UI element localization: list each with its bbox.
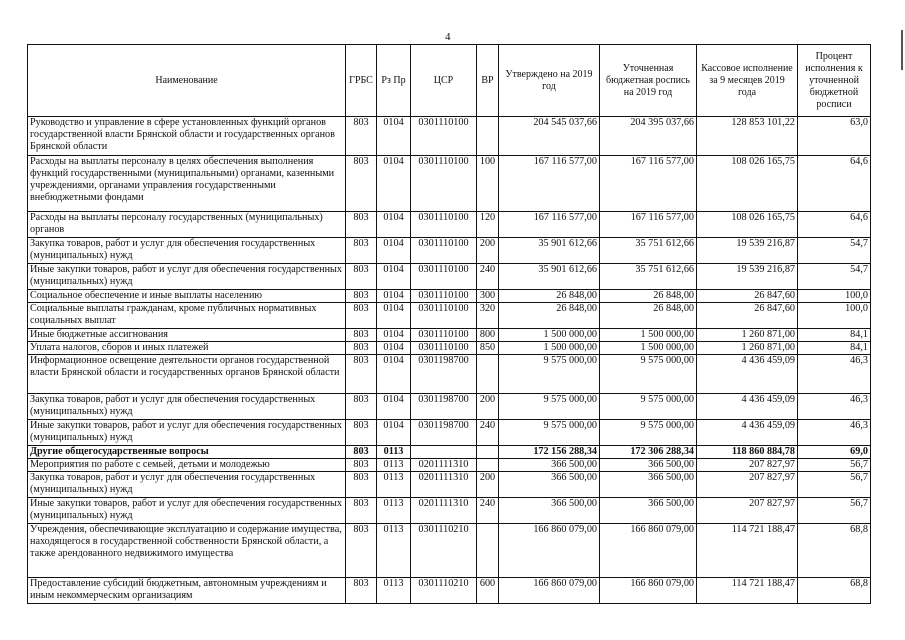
cell-csr: 0301198700 xyxy=(411,355,477,394)
cell-cash: 207 827,97 xyxy=(697,459,798,472)
cell-name: Учреждения, обеспечивающие эксплуатацию и содержание имущества, находящегося в государственной собственности Брянской области, а также арендованного недвижимого имущества xyxy=(28,524,346,578)
cell-approved: 366 500,00 xyxy=(499,498,600,524)
cell-cash: 128 853 101,22 xyxy=(697,117,798,156)
cell-name: Социальное обеспечение и иные выплаты населению xyxy=(28,290,346,303)
cell-name: Расходы на выплаты персоналу государственных (муниципальных) органов xyxy=(28,212,346,238)
cell-grbs: 803 xyxy=(346,420,377,446)
cell-cash: 26 847,60 xyxy=(697,303,798,329)
table-row xyxy=(28,156,871,212)
cell-rzpr: 0104 xyxy=(377,156,411,212)
table-row xyxy=(28,459,871,472)
cell-grbs: 803 xyxy=(346,472,377,498)
header-csr: ЦСР xyxy=(411,45,477,117)
cell-updated: 26 848,00 xyxy=(600,290,697,303)
table-row xyxy=(28,342,871,355)
cell-rzpr: 0104 xyxy=(377,117,411,156)
cell-approved: 1 500 000,00 xyxy=(499,329,600,342)
cell-csr: 0301198700 xyxy=(411,394,477,420)
cell-name: Иные бюджетные ассигнования xyxy=(28,329,346,342)
cell-approved: 9 575 000,00 xyxy=(499,394,600,420)
cell-csr: 0301110100 xyxy=(411,156,477,212)
cell-cash: 114 721 188,47 xyxy=(697,578,798,604)
cell-approved: 26 848,00 xyxy=(499,290,600,303)
cell-csr: 0301110210 xyxy=(411,524,477,578)
cell-percent: 54,7 xyxy=(798,264,871,290)
cell-vr xyxy=(477,446,499,459)
cell-percent: 46,3 xyxy=(798,355,871,394)
cell-name: Закупка товаров, работ и услуг для обеспечения государственных (муниципальных) нужд xyxy=(28,394,346,420)
cell-percent: 84,1 xyxy=(798,342,871,355)
cell-name: Руководство и управление в сфере установленных функций органов государственной власти Брянской области и государственных органов Брянской области xyxy=(28,117,346,156)
cell-vr: 240 xyxy=(477,264,499,290)
table-row xyxy=(28,524,871,578)
cell-rzpr: 0113 xyxy=(377,524,411,578)
cell-rzpr: 0104 xyxy=(377,342,411,355)
cell-approved: 35 901 612,66 xyxy=(499,238,600,264)
cell-name: Уплата налогов, сборов и иных платежей xyxy=(28,342,346,355)
header-row xyxy=(28,45,871,117)
cell-cash: 4 436 459,09 xyxy=(697,394,798,420)
cell-approved: 167 116 577,00 xyxy=(499,156,600,212)
cell-vr: 100 xyxy=(477,156,499,212)
table-row xyxy=(28,498,871,524)
cell-cash: 207 827,97 xyxy=(697,472,798,498)
cell-vr xyxy=(477,355,499,394)
cell-name: Иные закупки товаров, работ и услуг для обеспечения государственных (муниципальных) нужд xyxy=(28,264,346,290)
cell-name: Расходы на выплаты персоналу в целях обеспечения выполнения функций государственными (муниципальными) органами, казенными учреждениями, органами управления государственными внебюджетными фондами xyxy=(28,156,346,212)
cell-approved: 1 500 000,00 xyxy=(499,342,600,355)
cell-approved: 166 860 079,00 xyxy=(499,578,600,604)
cell-vr: 200 xyxy=(477,472,499,498)
cell-percent: 64,6 xyxy=(798,156,871,212)
cell-csr: 0301198700 xyxy=(411,420,477,446)
cell-grbs: 803 xyxy=(346,238,377,264)
cell-updated: 1 500 000,00 xyxy=(600,342,697,355)
cell-csr: 0301110100 xyxy=(411,212,477,238)
cell-vr: 240 xyxy=(477,498,499,524)
cell-name: Другие общегосударственные вопросы xyxy=(28,446,346,459)
cell-name: Мероприятия по работе с семьей, детьми и молодежью xyxy=(28,459,346,472)
cell-percent: 68,8 xyxy=(798,578,871,604)
cell-percent: 69,0 xyxy=(798,446,871,459)
cell-updated: 167 116 577,00 xyxy=(600,212,697,238)
table-row xyxy=(28,420,871,446)
cell-rzpr: 0104 xyxy=(377,238,411,264)
cell-csr xyxy=(411,446,477,459)
cell-percent: 63,0 xyxy=(798,117,871,156)
cell-approved: 204 545 037,66 xyxy=(499,117,600,156)
cell-updated: 366 500,00 xyxy=(600,498,697,524)
table-row xyxy=(28,264,871,290)
cell-updated: 366 500,00 xyxy=(600,472,697,498)
cell-grbs: 803 xyxy=(346,355,377,394)
cell-cash: 19 539 216,87 xyxy=(697,264,798,290)
cell-cash: 108 026 165,75 xyxy=(697,212,798,238)
cell-csr: 0301110100 xyxy=(411,342,477,355)
cell-rzpr: 0104 xyxy=(377,355,411,394)
table-row xyxy=(28,472,871,498)
cell-grbs: 803 xyxy=(346,459,377,472)
header-cash: Кассовое исполнение за 9 месяцев 2019 года xyxy=(697,45,798,117)
cell-vr: 600 xyxy=(477,578,499,604)
header-approved: Утверждено на 2019 год xyxy=(499,45,600,117)
cell-cash: 207 827,97 xyxy=(697,498,798,524)
header-percent: Процент исполнения к уточненной бюджетной росписи xyxy=(798,45,871,117)
cell-updated: 35 751 612,66 xyxy=(600,264,697,290)
cell-approved: 26 848,00 xyxy=(499,303,600,329)
cell-approved: 166 860 079,00 xyxy=(499,524,600,578)
header-vr: ВР xyxy=(477,45,499,117)
cell-rzpr: 0104 xyxy=(377,303,411,329)
cell-updated: 26 848,00 xyxy=(600,303,697,329)
table-row xyxy=(28,446,871,459)
table-row xyxy=(28,303,871,329)
cell-approved: 9 575 000,00 xyxy=(499,420,600,446)
cell-csr: 0301110100 xyxy=(411,264,477,290)
cell-csr: 0301110210 xyxy=(411,578,477,604)
cell-cash: 1 260 871,00 xyxy=(697,329,798,342)
table-body xyxy=(28,117,871,604)
cell-name: Иные закупки товаров, работ и услуг для обеспечения государственных (муниципальных) нужд xyxy=(28,420,346,446)
cell-updated: 366 500,00 xyxy=(600,459,697,472)
cell-vr: 320 xyxy=(477,303,499,329)
page-number: 4 xyxy=(445,31,451,43)
cell-percent: 100,0 xyxy=(798,290,871,303)
cell-rzpr: 0113 xyxy=(377,446,411,459)
cell-rzpr: 0104 xyxy=(377,264,411,290)
cell-vr xyxy=(477,524,499,578)
cell-updated: 9 575 000,00 xyxy=(600,420,697,446)
cell-vr xyxy=(477,117,499,156)
cell-grbs: 803 xyxy=(346,446,377,459)
cell-cash: 114 721 188,47 xyxy=(697,524,798,578)
cell-vr: 300 xyxy=(477,290,499,303)
cell-cash: 1 260 871,00 xyxy=(697,342,798,355)
table-row xyxy=(28,355,871,394)
cell-name: Иные закупки товаров, работ и услуг для обеспечения государственных (муниципальных) нужд xyxy=(28,498,346,524)
cell-approved: 35 901 612,66 xyxy=(499,264,600,290)
cell-updated: 172 306 288,34 xyxy=(600,446,697,459)
cell-updated: 35 751 612,66 xyxy=(600,238,697,264)
cell-grbs: 803 xyxy=(346,212,377,238)
cell-grbs: 803 xyxy=(346,498,377,524)
cell-vr: 850 xyxy=(477,342,499,355)
cell-cash: 19 539 216,87 xyxy=(697,238,798,264)
cell-csr: 0201111310 xyxy=(411,459,477,472)
cell-percent: 64,6 xyxy=(798,212,871,238)
cell-name: Предоставление субсидий бюджетным, автономным учреждениям и иным некоммерческим организациям xyxy=(28,578,346,604)
cell-cash: 26 847,60 xyxy=(697,290,798,303)
cell-rzpr: 0104 xyxy=(377,212,411,238)
budget-table xyxy=(27,44,871,604)
cell-updated: 1 500 000,00 xyxy=(600,329,697,342)
cell-rzpr: 0104 xyxy=(377,329,411,342)
cell-approved: 366 500,00 xyxy=(499,459,600,472)
cell-csr: 0201111310 xyxy=(411,472,477,498)
cell-rzpr: 0113 xyxy=(377,472,411,498)
cell-vr: 200 xyxy=(477,238,499,264)
cell-csr: 0301110100 xyxy=(411,303,477,329)
cell-vr xyxy=(477,459,499,472)
cell-updated: 9 575 000,00 xyxy=(600,355,697,394)
cell-percent: 54,7 xyxy=(798,238,871,264)
header-rzpr: Рз Пр xyxy=(377,45,411,117)
cell-vr: 120 xyxy=(477,212,499,238)
cell-grbs: 803 xyxy=(346,578,377,604)
cell-csr: 0301110100 xyxy=(411,117,477,156)
cell-grbs: 803 xyxy=(346,117,377,156)
cell-vr: 240 xyxy=(477,420,499,446)
header-grbs: ГРБС xyxy=(346,45,377,117)
cell-vr: 200 xyxy=(477,394,499,420)
cell-approved: 9 575 000,00 xyxy=(499,355,600,394)
cell-name: Закупка товаров, работ и услуг для обеспечения государственных (муниципальных) нужд xyxy=(28,472,346,498)
cell-rzpr: 0104 xyxy=(377,420,411,446)
cell-percent: 56,7 xyxy=(798,498,871,524)
cell-grbs: 803 xyxy=(346,264,377,290)
table-row xyxy=(28,290,871,303)
table-row xyxy=(28,117,871,156)
cell-name: Информационное освещение деятельности органов государственной власти Брянской области и государственных органов Брянской области xyxy=(28,355,346,394)
cell-approved: 366 500,00 xyxy=(499,472,600,498)
header-updated: Уточненная бюджетная роспись на 2019 год xyxy=(600,45,697,117)
cell-vr: 800 xyxy=(477,329,499,342)
cell-approved: 167 116 577,00 xyxy=(499,212,600,238)
cell-rzpr: 0104 xyxy=(377,394,411,420)
cell-percent: 56,7 xyxy=(798,459,871,472)
cell-csr: 0301110100 xyxy=(411,329,477,342)
cell-name: Социальные выплаты гражданам, кроме публичных нормативных социальных выплат xyxy=(28,303,346,329)
cell-rzpr: 0113 xyxy=(377,459,411,472)
cell-csr: 0301110100 xyxy=(411,238,477,264)
cell-grbs: 803 xyxy=(346,342,377,355)
edge-mark xyxy=(901,30,903,70)
table-row xyxy=(28,238,871,264)
header-name: Наименование xyxy=(28,45,346,117)
cell-name: Закупка товаров, работ и услуг для обеспечения государственных (муниципальных) нужд xyxy=(28,238,346,264)
cell-grbs: 803 xyxy=(346,290,377,303)
cell-percent: 56,7 xyxy=(798,472,871,498)
cell-grbs: 803 xyxy=(346,524,377,578)
cell-grbs: 803 xyxy=(346,303,377,329)
cell-percent: 84,1 xyxy=(798,329,871,342)
cell-updated: 166 860 079,00 xyxy=(600,578,697,604)
cell-percent: 68,8 xyxy=(798,524,871,578)
cell-cash: 4 436 459,09 xyxy=(697,355,798,394)
cell-cash: 118 860 884,78 xyxy=(697,446,798,459)
cell-rzpr: 0113 xyxy=(377,578,411,604)
cell-grbs: 803 xyxy=(346,329,377,342)
table-row xyxy=(28,394,871,420)
table-row xyxy=(28,329,871,342)
cell-csr: 0301110100 xyxy=(411,290,477,303)
cell-percent: 46,3 xyxy=(798,394,871,420)
table-row xyxy=(28,578,871,604)
cell-updated: 166 860 079,00 xyxy=(600,524,697,578)
cell-updated: 9 575 000,00 xyxy=(600,394,697,420)
cell-cash: 108 026 165,75 xyxy=(697,156,798,212)
cell-approved: 172 156 288,34 xyxy=(499,446,600,459)
cell-percent: 100,0 xyxy=(798,303,871,329)
cell-grbs: 803 xyxy=(346,156,377,212)
table-row xyxy=(28,212,871,238)
cell-percent: 46,3 xyxy=(798,420,871,446)
cell-updated: 204 395 037,66 xyxy=(600,117,697,156)
cell-csr: 0201111310 xyxy=(411,498,477,524)
cell-updated: 167 116 577,00 xyxy=(600,156,697,212)
cell-rzpr: 0113 xyxy=(377,498,411,524)
cell-rzpr: 0104 xyxy=(377,290,411,303)
cell-grbs: 803 xyxy=(346,394,377,420)
cell-cash: 4 436 459,09 xyxy=(697,420,798,446)
